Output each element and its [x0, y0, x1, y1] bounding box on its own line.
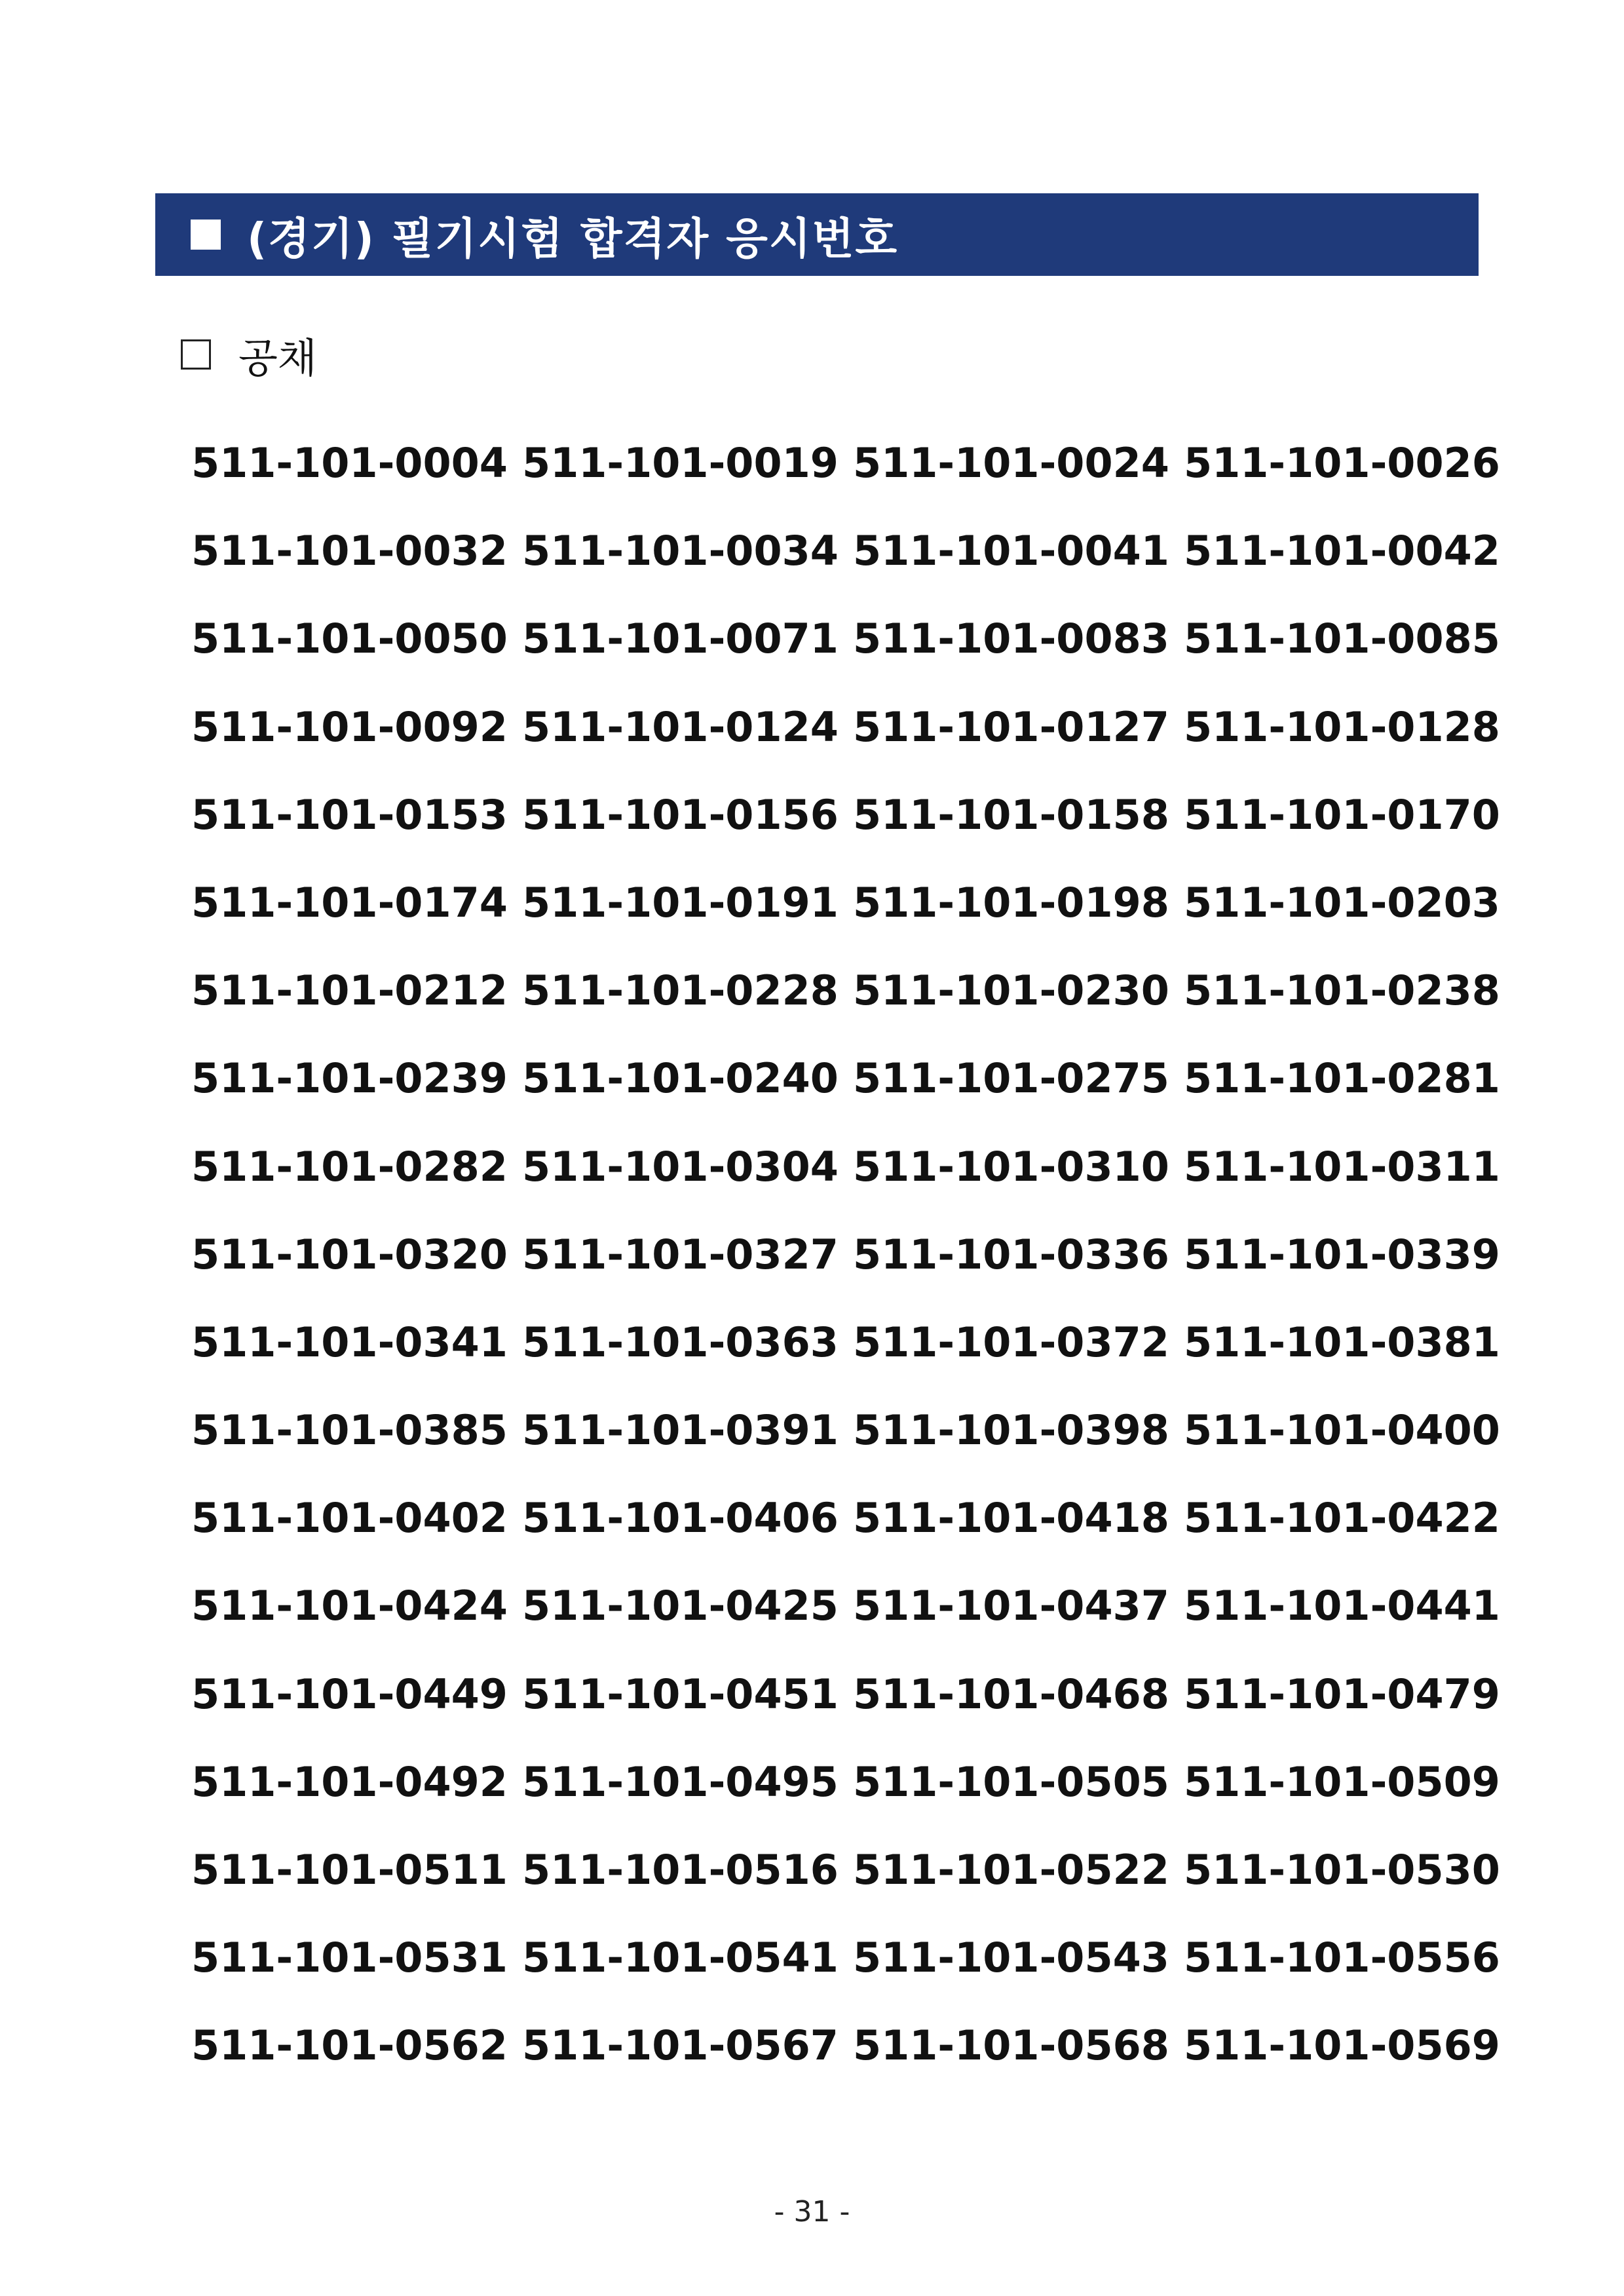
- exam-number: 511-101-0509: [1184, 1757, 1500, 1806]
- exam-number: 511-101-0543: [853, 1934, 1169, 1982]
- exam-number: 511-101-0127: [853, 702, 1169, 751]
- exam-number: 511-101-0562: [191, 2021, 508, 2070]
- filled-square-icon: [191, 220, 221, 250]
- exam-number: 511-101-0240: [522, 1054, 839, 1103]
- exam-number: 511-101-0239: [191, 1054, 508, 1103]
- exam-number: 511-101-0398: [853, 1406, 1169, 1455]
- exam-number: 511-101-0516: [522, 1846, 839, 1894]
- section-title-bar: [155, 193, 1479, 276]
- exam-number: 511-101-0530: [1184, 1846, 1500, 1894]
- exam-number: 511-101-0019: [522, 439, 839, 487]
- exam-number: 511-101-0372: [853, 1318, 1169, 1366]
- section-label: 공채: [238, 334, 317, 382]
- exam-number: 511-101-0451: [522, 1670, 839, 1718]
- exam-number: 511-101-0479: [1184, 1670, 1500, 1718]
- exam-number: 511-101-0424: [191, 1582, 508, 1630]
- exam-number: 511-101-0468: [853, 1670, 1169, 1718]
- exam-number: 511-101-0381: [1184, 1318, 1500, 1366]
- exam-number: 511-101-0238: [1184, 966, 1500, 1015]
- exam-number: 511-101-0191: [522, 878, 839, 927]
- exam-number: 511-101-0085: [1184, 615, 1500, 663]
- exam-number: 511-101-0441: [1184, 1582, 1500, 1630]
- exam-number: 511-101-0281: [1184, 1054, 1500, 1103]
- empty-checkbox-icon: [181, 339, 211, 370]
- exam-number: 511-101-0327: [522, 1230, 839, 1278]
- exam-number: 511-101-0004: [191, 439, 508, 487]
- exam-number: 511-101-0156: [522, 790, 839, 839]
- exam-number: 511-101-0042: [1184, 527, 1500, 575]
- exam-number: 511-101-0422: [1184, 1494, 1500, 1542]
- exam-number: 511-101-0402: [191, 1494, 508, 1542]
- exam-number: 511-101-0228: [522, 966, 839, 1015]
- exam-number: 511-101-0170: [1184, 790, 1500, 839]
- exam-number: 511-101-0128: [1184, 702, 1500, 751]
- exam-number: 511-101-0203: [1184, 878, 1500, 927]
- exam-number: 511-101-0320: [191, 1230, 508, 1278]
- exam-number: 511-101-0310: [853, 1142, 1169, 1191]
- exam-number: 511-101-0311: [1184, 1142, 1500, 1191]
- exam-number: 511-101-0495: [522, 1757, 839, 1806]
- exam-number: 511-101-0363: [522, 1318, 839, 1366]
- page-title: (경기) 필기시험 합격자 응시번호: [247, 213, 899, 264]
- exam-number: 511-101-0522: [853, 1846, 1169, 1894]
- exam-number: 511-101-0041: [853, 527, 1169, 575]
- exam-number: 511-101-0425: [522, 1582, 839, 1630]
- exam-number: 511-101-0230: [853, 966, 1169, 1015]
- exam-number: 511-101-0024: [853, 439, 1169, 487]
- exam-number: 511-101-0050: [191, 615, 508, 663]
- exam-number: 511-101-0511: [191, 1846, 508, 1894]
- exam-number: 511-101-0304: [522, 1142, 839, 1191]
- exam-number: 511-101-0492: [191, 1757, 508, 1806]
- exam-number: 511-101-0406: [522, 1494, 839, 1542]
- exam-number: 511-101-0400: [1184, 1406, 1500, 1455]
- exam-number: 511-101-0158: [853, 790, 1169, 839]
- exam-number: 511-101-0568: [853, 2021, 1169, 2070]
- exam-number: 511-101-0032: [191, 527, 508, 575]
- exam-number: 511-101-0437: [853, 1582, 1169, 1630]
- exam-number: 511-101-0531: [191, 1934, 508, 1982]
- exam-number: 511-101-0092: [191, 702, 508, 751]
- exam-number: 511-101-0083: [853, 615, 1169, 663]
- section-heading: [181, 331, 317, 382]
- exam-number: 511-101-0339: [1184, 1230, 1500, 1278]
- exam-number: 511-101-0541: [522, 1934, 839, 1982]
- exam-number: 511-101-0174: [191, 878, 508, 927]
- exam-number: 511-101-0391: [522, 1406, 839, 1455]
- exam-number: 511-101-0556: [1184, 1934, 1500, 1982]
- exam-number: 511-101-0124: [522, 702, 839, 751]
- exam-number: 511-101-0418: [853, 1494, 1169, 1542]
- exam-number: 511-101-0567: [522, 2021, 839, 2070]
- exam-number: 511-101-0026: [1184, 439, 1500, 487]
- exam-number: 511-101-0071: [522, 615, 839, 663]
- exam-number: 511-101-0275: [853, 1054, 1169, 1103]
- exam-number-list: [191, 434, 1501, 2105]
- page-number: - 31 -: [774, 2195, 850, 2229]
- exam-number: 511-101-0034: [522, 527, 839, 575]
- exam-number: 511-101-0341: [191, 1318, 508, 1366]
- exam-number: 511-101-0569: [1184, 2021, 1500, 2070]
- exam-number: 511-101-0336: [853, 1230, 1169, 1278]
- exam-number: 511-101-0198: [853, 878, 1169, 927]
- exam-number: 511-101-0153: [191, 790, 508, 839]
- exam-number: 511-101-0505: [853, 1757, 1169, 1806]
- exam-number: 511-101-0385: [191, 1406, 508, 1455]
- exam-number: 511-101-0282: [191, 1142, 508, 1191]
- exam-number: 511-101-0449: [191, 1670, 508, 1718]
- exam-number: 511-101-0212: [191, 966, 508, 1015]
